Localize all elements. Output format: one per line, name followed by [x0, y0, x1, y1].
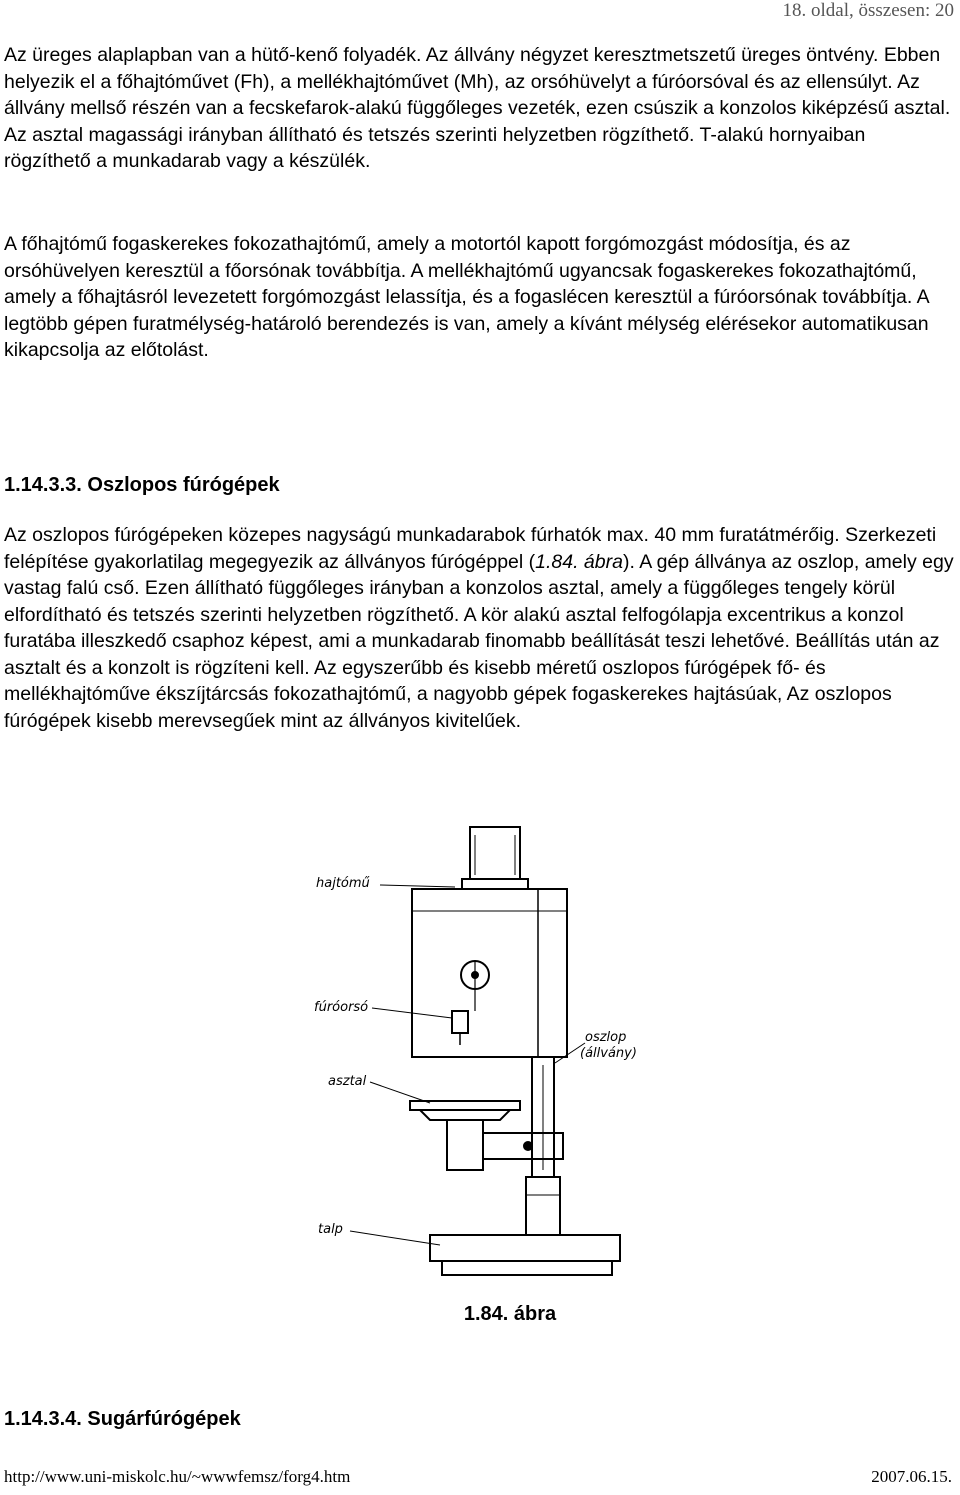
section-heading-2: 1.14.3.4. Sugárfúrógépek — [4, 1408, 241, 1430]
motor-shape — [470, 827, 520, 879]
label-column: oszlop — [585, 1030, 627, 1045]
paragraph-3-part-2: ). A gép állványa az oszlop, amely egy vastag falú cső. Ezen állítható függőleges irányban a konzolos asztal, amely a függőleges tengely körül elfordítható és tetszés szerinti helyzetben rögzíthető. A kör alakú asztal felfogólapja excentrikus a konzol furatába illeszkedő csaphoz képest, ami a munkadarab finomabb beállítását teszi lehetővé. Beállítás után az asztalt és a konzolt is rögzíteni kell. Az egyszerűbb és kisebb méretű oszlopos fúrógépek fő- és mellékhajtóműve ékszíjtárcsás fokozathajtómű, a nagyobb gépek fogaskerekes hajtásúak, Az oszlopos fúrógépek kisebb merevsegűek mint az állványos kivitelűek. — [4, 550, 954, 732]
lower-column-shape — [526, 1177, 560, 1235]
figure-reference: 1.84. ábra — [535, 550, 623, 573]
spindle-shape — [452, 1011, 468, 1033]
figure-caption-text: 1.84. ábra — [463, 1303, 557, 1325]
footer-date: 2007.06.15. — [871, 1467, 952, 1486]
section-heading-1: 1.14.3.3. Oszlopos fúrógépek — [4, 474, 280, 496]
label-drive: hajtómű — [316, 876, 370, 891]
label-spindle: fúróorsó — [314, 1000, 369, 1015]
drill-press-figure — [300, 815, 660, 1295]
paragraph-1: Az üreges alaplapban van a hütő-kenő folyadék. Az állvány négyzet keresztmetszetű üreges öntvény. Ebben helyezik el a főhajtóművet (Fh), a mellékhajtóművet (Mh), az orsóhüvelyt a fúróorsóval és az ellensúlyt. Az állvány mellső részén van a fecskefarok-alakú függőleges vezeték, ezen csúszik a konzolos kiképzésű asztal. Az asztal magassági irányban állítható és tetszés szerinti helyzetben rögzíthető. T-alakú hornyaiban rögzíthető a munkadarab vagy a készülék. — [4, 44, 951, 172]
footer-url: http://www.uni-miskolc.hu/~wwwfemsz/forg4.htm — [4, 1467, 351, 1486]
figure-caption — [0, 1303, 960, 1326]
motor-flange-shape — [462, 879, 528, 889]
label-base: talp — [318, 1222, 343, 1237]
table-shape — [410, 1101, 520, 1110]
paragraph-3 — [4, 522, 956, 734]
paragraph-3-part-1: Az oszlopos fúrógépeken közepes nagyságú munkadarabok fúrhatók max. 40 mm furatátmérőig. Szerkezeti felépítése gyakorlatilag megegyezik az állványos fúrógéppel ( — [4, 524, 937, 573]
base-shape — [430, 1235, 620, 1261]
page-number: 18. oldal, összesen: 20 — [782, 0, 954, 21]
table-support-shape — [447, 1120, 483, 1170]
paragraph-2: A főhajtómű fogaskerekes fokozathajtómű, amely a motortól kapott forgómozgást módosítja, és az orsóhüvelyen keresztül a főorsónak továbbítja. A mellékhajtómű ugyancsak fogaskerekes fokozathajtómű, amely a főhajtásról levezetett forgómozgást lelassítja, és a fogaslécen keresztül a fúróorsónak továbbítja. A legtöbb gépen furatmélység-határoló berendezés is van, amely a kívánt mélység elérésekor automatikusan kikapcsolja az előtolást. — [4, 233, 929, 361]
label-column-stand: (állvány) — [580, 1046, 637, 1061]
label-table: asztal — [328, 1074, 367, 1089]
